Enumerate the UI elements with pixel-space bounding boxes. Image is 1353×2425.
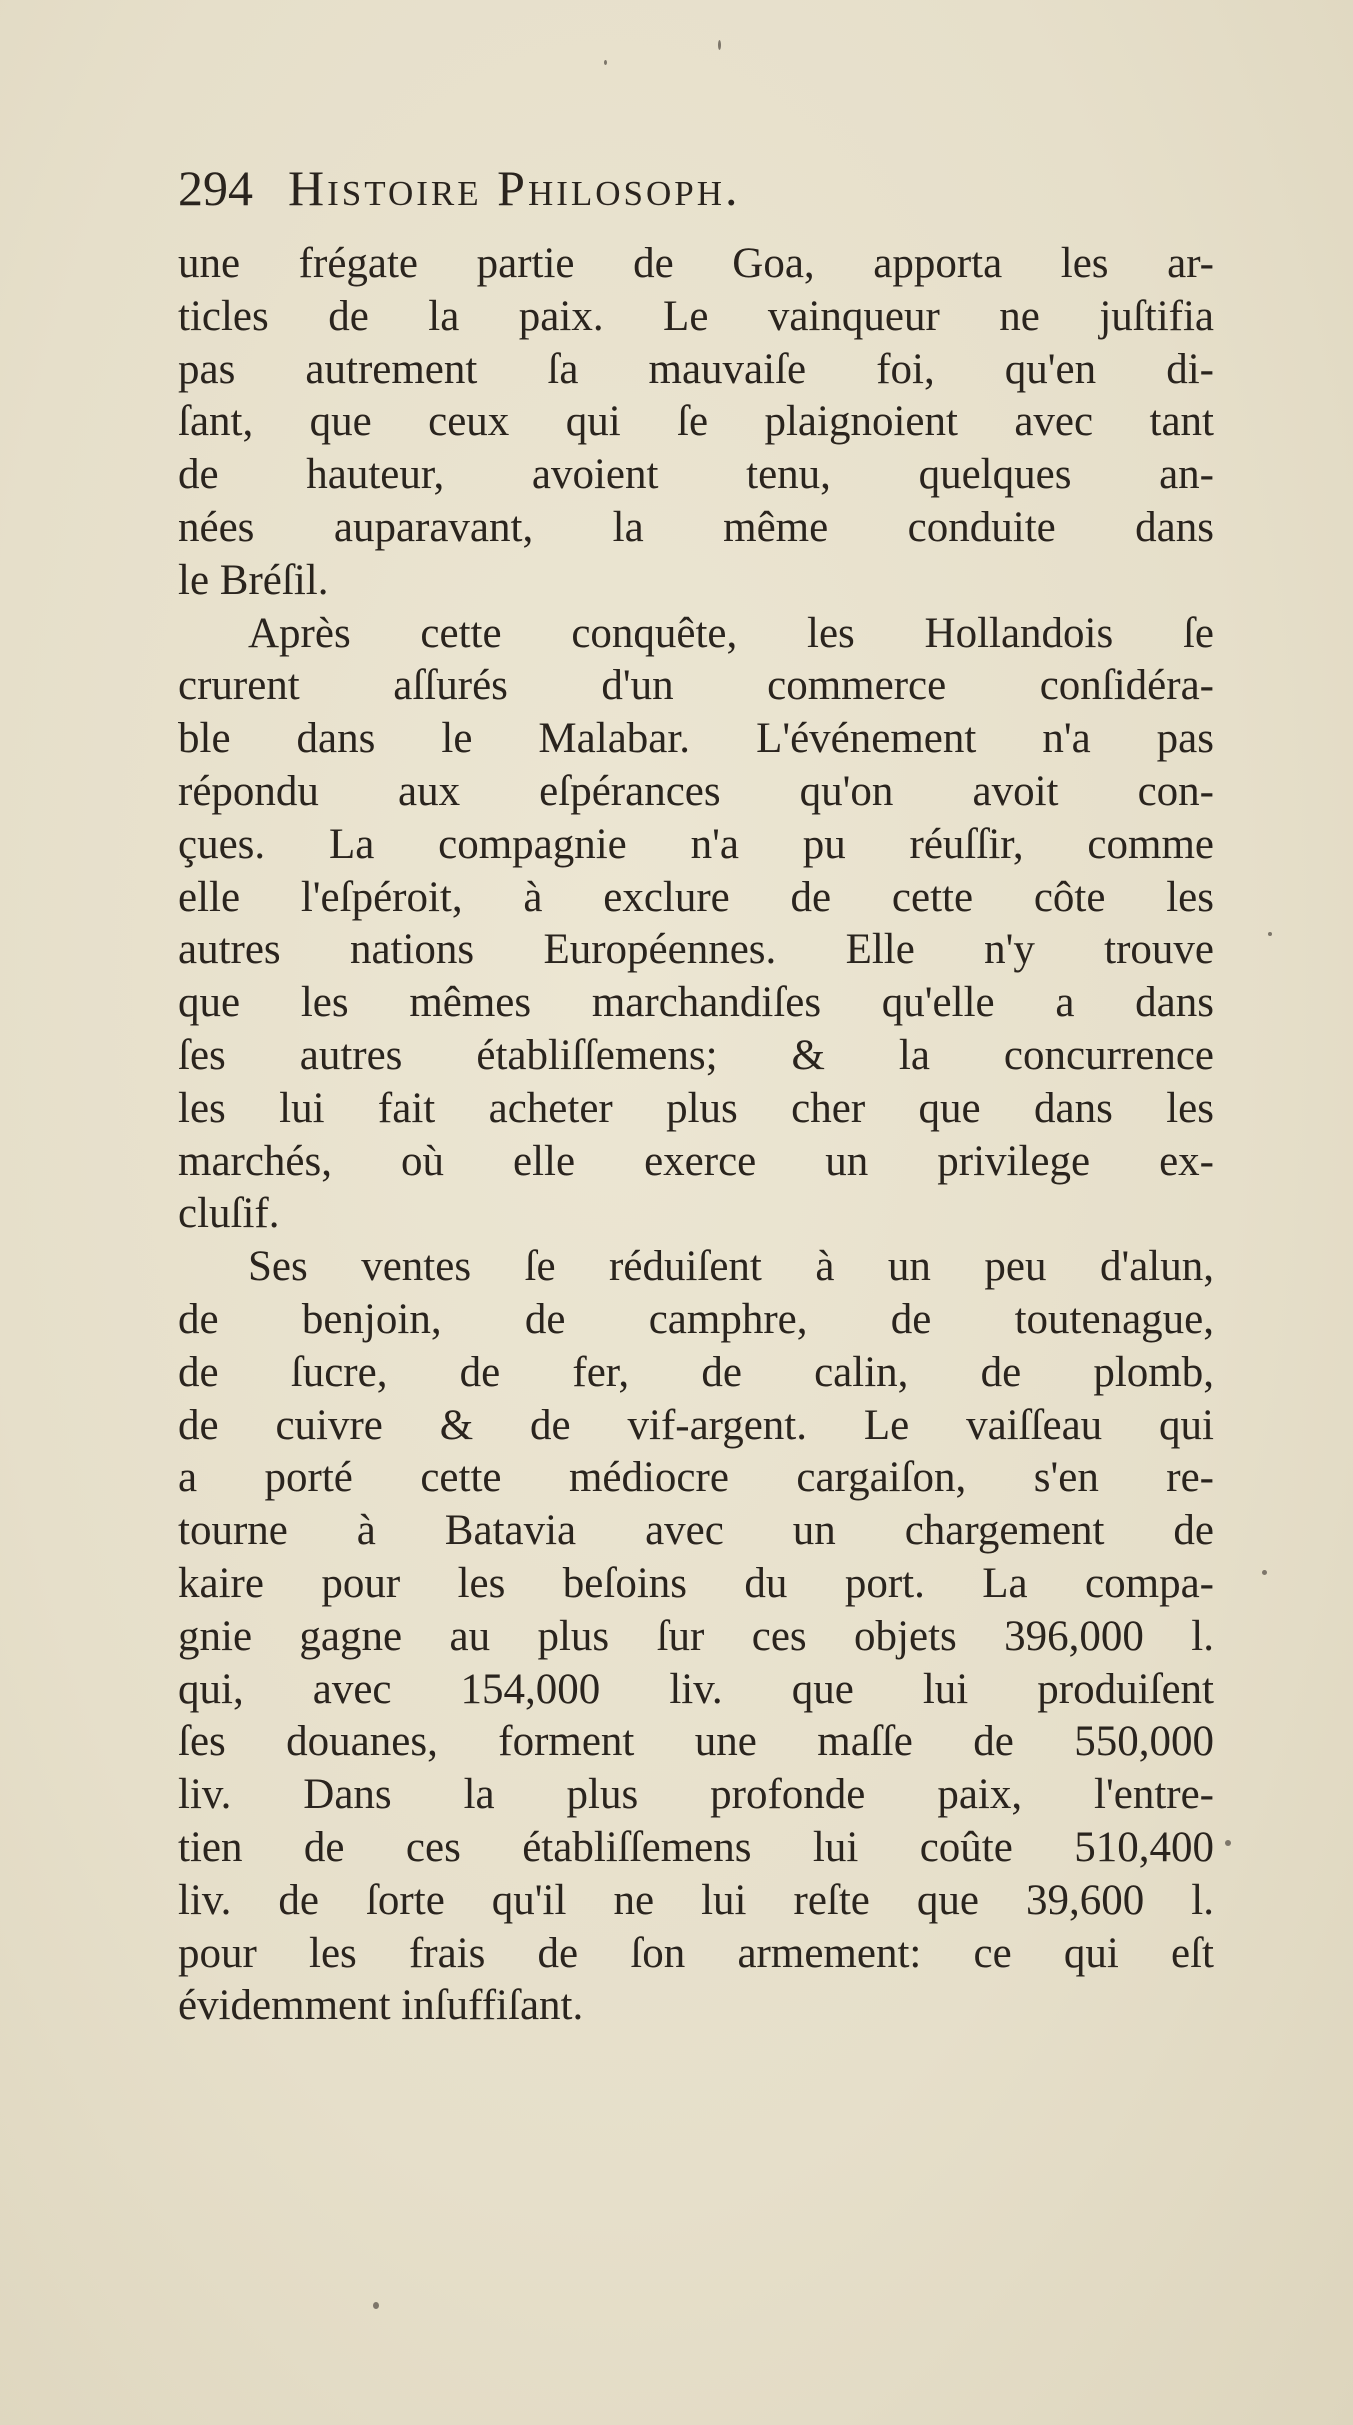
text-line: répondu aux eſpérances qu'on avoit con-: [178, 767, 1214, 815]
paper-speck: [1262, 1570, 1267, 1575]
text-line: tien de ces établiſſemens lui coûte 510,400: [178, 1823, 1214, 1871]
text-line: qui, avec 154,000 liv. que lui produiſent: [178, 1665, 1214, 1713]
paper-speck: [1225, 1840, 1231, 1846]
text-line: que les mêmes marchandiſes qu'elle a dans: [178, 979, 1214, 1027]
paper-speck: [1268, 932, 1272, 936]
text-line: crurent aſſurés d'un commerce conſidéra-: [178, 662, 1214, 710]
paper-speck: [373, 2302, 379, 2309]
text-line: ticles de la paix. Le vainqueur ne juſtifia: [178, 292, 1214, 340]
text-line: de ſucre, de fer, de calin, de plomb,: [178, 1348, 1214, 1396]
text-line: de benjoin, de camphre, de toutenague,: [178, 1295, 1214, 1343]
text-line: de hauteur, avoient tenu, quelques an-: [178, 451, 1214, 499]
text-line: çues. La compagnie n'a pu réuſſir, comme: [178, 820, 1214, 868]
text-line: pour les frais de ſon armement: ce qui eſt: [178, 1929, 1214, 1977]
text-line: les lui fait acheter plus cher que dans les: [178, 1084, 1214, 1132]
paper-speck: [718, 40, 721, 50]
text-line: le Bréſil.: [178, 556, 329, 604]
text-line: elle l'eſpéroit, à exclure de cette côte les: [178, 873, 1214, 921]
text-line: a porté cette médiocre cargaiſon, s'en re-: [178, 1454, 1214, 1502]
text-line: évidemment inſuffiſant.: [178, 1982, 584, 2030]
text-line: une frégate partie de Goa, apporta les ar-: [178, 240, 1214, 287]
text-line: ſes douanes, forment une maſſe de 550,000: [178, 1718, 1214, 1766]
page-number: 294: [178, 160, 253, 216]
body-text: [178, 238, 1214, 2033]
text-line: de cuivre & de vif-argent. Le vaiſſeau qui: [178, 1401, 1214, 1449]
page-header: [178, 158, 1078, 218]
text-line: Après cette conquête, les Hollandois ſe: [248, 609, 1214, 657]
text-line: kaire pour les beſoins du port. La compa-: [178, 1559, 1214, 1607]
text-line: Ses ventes ſe réduiſent à un peu d'alun,: [248, 1243, 1214, 1291]
text-line: ſant, que ceux qui ſe plaignoient avec tant: [178, 398, 1214, 446]
text-line: ble dans le Malabar. L'événement n'a pas: [178, 715, 1214, 763]
running-title: Histoire Philosoph.: [288, 160, 741, 216]
text-line: gnie gagne au plus ſur ces objets 396,000 l.: [178, 1612, 1214, 1660]
text-line: liv. Dans la plus profonde paix, l'entre-: [178, 1771, 1214, 1819]
text-line: tourne à Batavia avec un chargement de: [178, 1507, 1214, 1555]
text-line: autres nations Européennes. Elle n'y trouve: [178, 926, 1214, 974]
text-line: liv. de ſorte qu'il ne lui reſte que 39,600 l.: [178, 1876, 1214, 1924]
text-line: nées auparavant, la même conduite dans: [178, 503, 1214, 551]
text-line: marchés, où elle exerce un privilege ex-: [178, 1137, 1214, 1185]
text-line: cluſif.: [178, 1190, 280, 1238]
paper-speck: [604, 60, 607, 65]
text-line: ſes autres établiſſemens; & la concurrence: [178, 1031, 1214, 1079]
text-line: pas autrement ſa mauvaiſe foi, qu'en di-: [178, 345, 1214, 393]
